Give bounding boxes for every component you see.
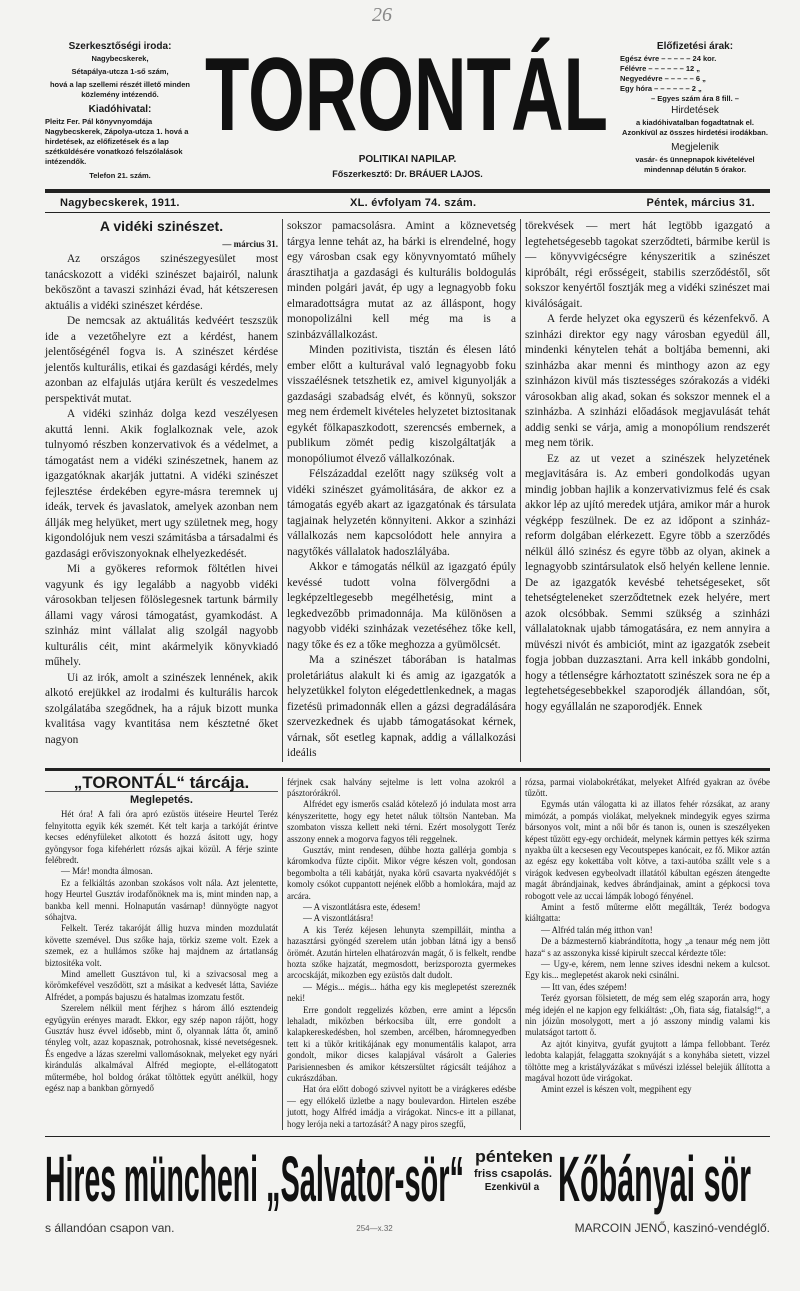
story-title: Meglepetés. bbox=[130, 793, 193, 806]
paragraph: — Mégis... mégis... hátha egy kis meglepetést szereznék neki! bbox=[287, 981, 516, 1004]
feuilleton-column-1 bbox=[45, 771, 278, 1131]
paragraph: Alfrédet egy ismerős család kötelező jó indulata most arra kényszeritette, hogy egy hetet náluk töltsön Nanteban. Ma szombaton vissza kellett neki térni. Ezért mosolygott Teréz asszony ennek a mogorva fagyos téli reggelnek. bbox=[287, 799, 516, 844]
masthead-area bbox=[205, 37, 610, 179]
paragraph: De nemcsak az aktuálitás kedvéért teszszük ide a vezetőhelyre ezt a kérdést, hanem jelentőségénél fogva is. A szinészet kérdése jelentős kulturális, etikai és gazdasági kérdés, mely azonban az elfajulás utjára került és veszedelmes perspektivát mutat. bbox=[45, 315, 278, 405]
ad-advertiser: MARCOIN JENŐ, kaszinó-vendéglő. bbox=[574, 1221, 770, 1236]
article-column-2 bbox=[287, 213, 516, 762]
paragraph: Ui az irók, amolt a szinészek lennének, akik alkotó erejükkel az irodalmi és kulturális harcok szolgálatába szegődnek, ha a rájuk bizott munka kvalitása vagy kvantitása nem késztetné őket nagyon bbox=[45, 671, 278, 746]
paragraph: Teréz gyorsan fölsietett, de még sem elég szaporán arra, hogy még idején el ne kapjon egy felkiáltást: „Oh, fiata ság, fiatalság!“, a nin jóizün mosolygott, mert a jó asszony mindig valami kis mulatságot tartott ő. bbox=[525, 993, 770, 1038]
feuilleton bbox=[45, 771, 770, 1131]
paragraph: Félszázaddal ezelőtt nagy szükség volt a vidéki szinészet gyámolitására, de akkor ez a támogatás egyéb akart az igazgatónak és társulata tagjainak helyzetén könnyiteni. Akkor a szinházi vállalkozás nem kapcsolódott hele annyira a nagytőkés vállalatok hadoszlályába. bbox=[287, 468, 516, 558]
paragraph: A ferde helyzet oka egyszerü és kézenfekvő. A szinházi direktor egy nagy városban egyedül áll, mindenki kénytelen tehát a boltjába bemenni, aki szinházba akar menni és minthogy azon az egy szinházon kivül más tisztességes szórakozás a vidéki városokban alig akad, sokan és sokszor mennek el a szinházba. A szinházi előadások megjavulását tehát addig senki se várja, amig a monopólium rendszerét meg nem törik. bbox=[525, 313, 770, 449]
office-line: hová a lap szellemi részét illető minden közlemény intézendő. bbox=[49, 80, 191, 99]
masthead-logo: TORONTÁL bbox=[205, 37, 608, 153]
paragraph: Ez a felkiáltás azonban szokásos volt nála. Azt jelentette, hogy Heurtel Gusztáv irodafőnöknek ma is, mint minden nap, a bankba kell menni. Holnapután vasárnap! dünnyögte nagyot sóhajtva. bbox=[45, 877, 278, 922]
office-title: Szerkesztőségi iroda: bbox=[68, 41, 172, 52]
ad-tagline: s állandóan csapon van. bbox=[45, 1221, 175, 1236]
price-row: Félévre – – – – – – 12 „ bbox=[620, 64, 701, 73]
paragraph: — Alfréd talán még itthon van! bbox=[541, 924, 653, 935]
paragraph: Egymás után válogatta ki az illatos fehér rózsákat, az arany mimózát, a pompás violákat, melyeknek mindegyik egyes szirma bársonyos volt, mint a női bőr és tanon is, ounen is szeszélyeken képest tűzött egy-egy orchideát, melynek kármin pettyes kék szirma nyakba ült a kecsesen egy Vecoutspepes kanócait, ez fő. Mikor aztán az egész egy kokettába volt kötve, a taxi-autóba szállt vele s a virágok kedvesen egybeolvadt illatától kábultan egészen átengedte magát ábrándjainak, kedves ábrándjainak, amint a gépkocsi tova robogott vele az uccai lámpák lobogó fényénel. bbox=[525, 799, 770, 901]
ad-footer bbox=[45, 1221, 770, 1235]
paragraph: — Itt van, édes szépem! bbox=[541, 981, 628, 992]
lead-article bbox=[45, 213, 770, 762]
paragraph: Amint ezzel is készen volt, megpihent egy bbox=[541, 1084, 692, 1095]
column-divider bbox=[282, 777, 283, 1131]
advertisement bbox=[45, 1143, 770, 1215]
paragraph: Hat óra előtt dobogó szivvel nyitott be a virágkeres edésbe — egy ellókelő üzletbe a nagy boulevardon. Hirtelen eszébe jutott, hogy Alfréd imádja a virágokat. Nincs-e itt a pillanat, hogy lerója neki a tartozását? A nagy piros szegfű, bbox=[287, 1084, 516, 1129]
paragraph: A kis Teréz kéjesen lehunyta szempilláit, mintha a hazasztársi gyöngéd szerelem után jobban látná igy a benső örömét. Azután hirtelen elhatározván magát, ő is felkelt, rendbe hozta szőke hajzatát, megmosdott, berizsporozta gyermekes arcocskáját, mikozben egy ezüstös dalt dudolt. bbox=[287, 924, 516, 981]
column-divider bbox=[520, 777, 521, 1131]
paragraph: — A viszontlátásra este, édesem! bbox=[303, 901, 421, 912]
paragraph: Amint a festő műterme előtt megállták, Teréz bodogva kiáltgatta: bbox=[525, 901, 770, 924]
paragraph: — A viszontlátásra! bbox=[303, 913, 374, 924]
office-line: Nagybecskerek, bbox=[91, 54, 149, 63]
ad-besides: Ezenkivül a bbox=[484, 1182, 540, 1194]
subtitle: POLITIKAI NAPILAP. bbox=[358, 154, 457, 165]
editor-in-chief: Főszerkesztő: Dr. BRÁUER LAJOS. bbox=[332, 169, 483, 179]
appears-title: Megjelenik bbox=[671, 142, 719, 153]
paragraph: Mind amellett Gusztávon tul, ki a szivacsosal meg a körömkefével vesződött, szt a másikat a kedvesét látta, Saviéze Alfrédet, a pompás bajuszu és hatalmas izomzatu festőt. bbox=[45, 969, 278, 1002]
article-column-1 bbox=[45, 213, 278, 762]
phone: Telefon 21. szám. bbox=[89, 171, 151, 180]
ads-title: Hirdetések bbox=[671, 105, 719, 116]
ad-headline-left: Hires müncheni bbox=[45, 1143, 258, 1216]
editorial-office-box bbox=[45, 40, 195, 181]
paragraph: Erre gondolt reggelizés közben, erre amint a lépcsőn lehaladt, miközben bérkocsiba ült, erre gondolt a kalapkereskedésben, hol szemben, arcélben, háromnegyedben tett ki a tükör kritikájának egy monumentális kalapot, arra gondolt, mikor dicses kalapjával vásárolt a Galeries Parisiennesben és amikor kétszersültet rágicsált teájához a cukrászdában. bbox=[287, 1004, 516, 1084]
dateline-date: Péntek, március 31. bbox=[646, 197, 755, 209]
ad-fresh-tap: friss csapolás. bbox=[473, 1168, 552, 1181]
article-column-3 bbox=[525, 213, 770, 762]
paragraph: Akkor e támogatás nélkül az igazgató épúly kevéssé tudott volna fölvergődni a legképzeltlegesebb megélhetésig, mint a legkedvezőbb primadonnája. Ma különösen a nagyobb vidéki szinházak vezetéséhez tőke kell, nagy tőke és ez a tőke meghozza a gyümölcsét. bbox=[287, 561, 516, 651]
paragraph: törekvések — mert hát legtöbb igazgató a legtehetségesebb tagokat szerződteti, bármibe kerül is — könyvvigécségre kényszeritik a szinészet kipróbált, régi erősségeit, stabilis szerződéstől, sőt sokszor kenyértől fosztják meg a vidéki szinészet mai kiválóságait. bbox=[525, 220, 770, 310]
paragraph: — Ugy-e, kérem, nem lenne szives idesdni nekem a kulcsot. Egy kis... meglepetést akarok neki csinálni. bbox=[525, 959, 770, 981]
feuilleton-title: „TORONTÁL“ tárcája. bbox=[45, 777, 278, 792]
paragraph: Gusztáv, mint rendesen, dühbe hozta gallérja gombja s káromkodva fűzte cipőit. Mikor végre készen volt, gondosan begombolta a téli kabátját, nyaka körű csavarta nyakvédőjét s komoly csókot cuppantott nejének előbb a homlokára, majd az arcára. bbox=[287, 844, 516, 901]
office-line: Sétapálya-utcza 1-ső szám, bbox=[71, 67, 169, 76]
paragraph: Mi a gyökeres reformok föltétlen hivei vagyunk és igy legalább a nagyobb vidéki városokban teljesen fölöslegesnek tartunk bármily állami vagy városi támogatást, gyamkodást. A szinház mint vállalat alig szolgál nagyobb kulturális céit, mint akármelyik könyvkiadó műhely. bbox=[45, 563, 278, 668]
price-row: Egy hóra – – – – – – 2 „ bbox=[620, 84, 702, 93]
paragraph: De a bázmesternő kiabrándította, hogy „a tenaur még nem jött haza“ s az asszonyka kissé kipirult szeccal kérdezte tőle: bbox=[525, 936, 770, 958]
dateline bbox=[45, 193, 770, 212]
dateline-volume: XL. évfolyam 74. szám. bbox=[349, 197, 477, 209]
feuilleton-column-3 bbox=[525, 771, 770, 1131]
paragraph: férjnek csak halvány sejtelme is lett volna azokról a pásztorórákról. bbox=[287, 776, 516, 798]
price-row: Negyedévre – – – – – 6 „ bbox=[620, 74, 706, 83]
column-divider bbox=[282, 219, 283, 762]
handwritten-page-number: 26 bbox=[372, 4, 392, 26]
paragraph: — Már! mondta álmosan. bbox=[61, 866, 153, 877]
price-row: Egész évre – – – – – 24 kor. bbox=[620, 54, 717, 63]
ad-headline-right: Kőbányai sör bbox=[558, 1143, 751, 1216]
appears-text: vasár- és ünnepnapok kivételével mindennap délután 5 órakor. bbox=[635, 155, 755, 174]
single-copy-price: – Egyes szám ára 8 fill. – bbox=[651, 94, 739, 103]
paragraph: rózsa, parmai violabokrétákat, melyeket Alfréd gyakran az övébe tűzött. bbox=[525, 776, 770, 798]
ad-headline-product: „Salvator-sör“ bbox=[266, 1143, 464, 1216]
feuilleton-column-2 bbox=[287, 771, 516, 1131]
ad-friday: pénteken bbox=[474, 1147, 553, 1167]
prices-title: Előfizetési árak: bbox=[656, 41, 734, 52]
paragraph: A vidéki szinház dolga kezd veszélyesen akuttá lenni. Akik foglalkoznak vele, azok tulnyomó részben konzervativok és a védelmet, a támogatást nem a vidéki szinészetnek, hanem az igazgatóknak akarják juttatni. A vidéki szinészet fejlesztése érdekében egyre-másra teremnek uj ideák, tervek és javaslatok, amelyek azonban nem állják meg helyüket, mert ugy születnek meg, hogy kigondolójuk nem veszi számitásba a társadalmi és gazdasági erőviszonyoknak elhelyezkedését. bbox=[45, 408, 278, 560]
paragraph: Felkelt. Teréz takaróját állig huzva minden mozdulatát követte szemével. Dus szőke haja, törkiz szeme volt. Ezek a szemek, ez a hullámos szőke haj majdnem az ártatlanság biztositéka volt. bbox=[45, 923, 278, 968]
ads-text: a kiadóhivatalban fogadtatnak el. Azonkívül az összes hirdetési irodákban. bbox=[622, 118, 768, 137]
paragraph: Az országos szinészegyesület most tanácskozott a vidéki szinészet bajairól, nalunk beköszönt a tavaszi szinházi évad, hát kétszeresen aktuális a vidéki szinészet kérdése. bbox=[45, 253, 278, 312]
ad-code: 254—x.32 bbox=[356, 1223, 393, 1233]
ad-middle-text bbox=[472, 1143, 552, 1195]
publisher-title: Kiadóhivatal: bbox=[88, 104, 152, 115]
header bbox=[45, 0, 770, 181]
paragraph: Hét óra! A fali óra apró ezüstös ütéseire Heurtel Teréz felnyitotta egyik kék szemét. Két telt karja a tarkóját érintve kecses edényfüleket alkotott és hozzá ásitott ugy, hogy gyöngysor foga kifehérlett rózsás ajkai közül. A férje szinte felébredt. bbox=[45, 809, 278, 865]
paragraph: Az ajtót kinyitva, gyufát gyujtott a lámpa fellobbant. Teréz ledobta kalapját, felaggatta szoknyáját s a konyhába sietett, vizzel töltötte meg a kristályvázákat s művészi izléssel belejük állította a magával hozott üde virágokat. bbox=[525, 1038, 770, 1084]
article-date: — március 31. bbox=[222, 238, 278, 249]
paragraph: Ez az ut vezet a szinészek helyzetének megjavitására is. Az emberi gondolkodás ugyan mindig jobban hajlik a konzervativizmus felé és csak akkor lép az ujító meredek utjára, amikor már a hurok végképp feszülnek. De ez az időpont a szinház-reform dolgában elérkezett. Egyre több a szerződés nélkül álló szinész és egyre több az olyan, akinek a legnagyobb szintársulatok első helyén kellene lennie. De az igazgatók kevésbé tehetségeseket, sőt tehetségteleneket szerződtetnek ezek helyére, mert azok olcsóbbak. Semmi szükség a szinházi vállalatoknak ujabb támogatására, ez nem annyira a müvészi nivót és ambiciót, mint az igazgatók zsebeit fogja jobban duzzasztani. Arra kell inkább gondolni, hogy a tétlenségre kárhoztatott szinészek sora ne ép a legtehetségesebbekkel szaporodjék állandóan, sőt, hogy egyállalán ne szaporodjék. Ennek bbox=[525, 452, 770, 713]
paragraph: Minden pozitivista, tisztán és élesen látó ember előtt a kulturával való legnagyobb foku visszaélésnek tetszhetik ez, amivel kigunyolják a gazdasági szabadság elvét, és könnyü, sokszor meg nem érdemelt kivételes helyzetet biztositanak egykét fölkapaszkodott, szerencsés embernek, a publikum zömét pedig kiszolgáltatják a monopóliumot élvező vállalkozónak. bbox=[287, 344, 516, 465]
paragraph: sokszor pamacsolásra. Amint a köznevetség tárgya lenne tehát az, ha bárki is elrendelné, hogy egy városban csak egy könyvnyomtató műhely árasztihatja a gazdasági és kulturális boldogulás minden polgári javát, ép ugy a legnagyobb foku elmaradottságra mutat az az álláspont, hogy monopolizálni kell még ma is a szinbázvállalkozást. bbox=[287, 220, 516, 341]
article-title: A vidéki szinészet. bbox=[99, 218, 224, 234]
column-divider bbox=[520, 219, 521, 762]
ad-rule bbox=[45, 1136, 770, 1137]
subscription-box bbox=[620, 40, 770, 175]
publisher-text: Pleitz Fer. Pál könyvnyomdája Nagybecskerek, Zápolya-utcza 1. hová a hirdetések, az előfizetések és a lap szétküldésére vonatkozó felszólalások intézendők. bbox=[45, 117, 189, 166]
paragraph: Szerelem nélkül ment férjhez s három álló esztendeig együgyün erényes maradt. Ekkor, egy szép napon rájött, hogy Gusztáv husz évvel idősebb, mint ő, olyannak látta őt, aminő tényleg volt, azaz kopasznak, potrohosnak, kissé nevetségesnek. És engedve a lázas szerelmi vallomásoknak, melyeket egy nyári kirándulás alkalmával Alfréd megiopte, el-ellátogatott műtermébe, hol boldog órákat töltöttek együtt anélkül, hogy egész nap a bankban görnyedő bbox=[45, 1003, 278, 1094]
paragraph: Ma a szinészet táborában is hatalmas proletáriátus alakult ki és amig az igazgatók a helyzetükkel folyton elégedettlenkednek, a magas fizetésü primadonnák ellen a gázsi degradálására szervezkednek és ujabb támogatásokat kérnek, várnak, sőt esetleg kapnak, addig a vállalkozási ideális bbox=[287, 654, 516, 759]
dateline-place: Nagybecskerek, 1911. bbox=[60, 197, 180, 209]
